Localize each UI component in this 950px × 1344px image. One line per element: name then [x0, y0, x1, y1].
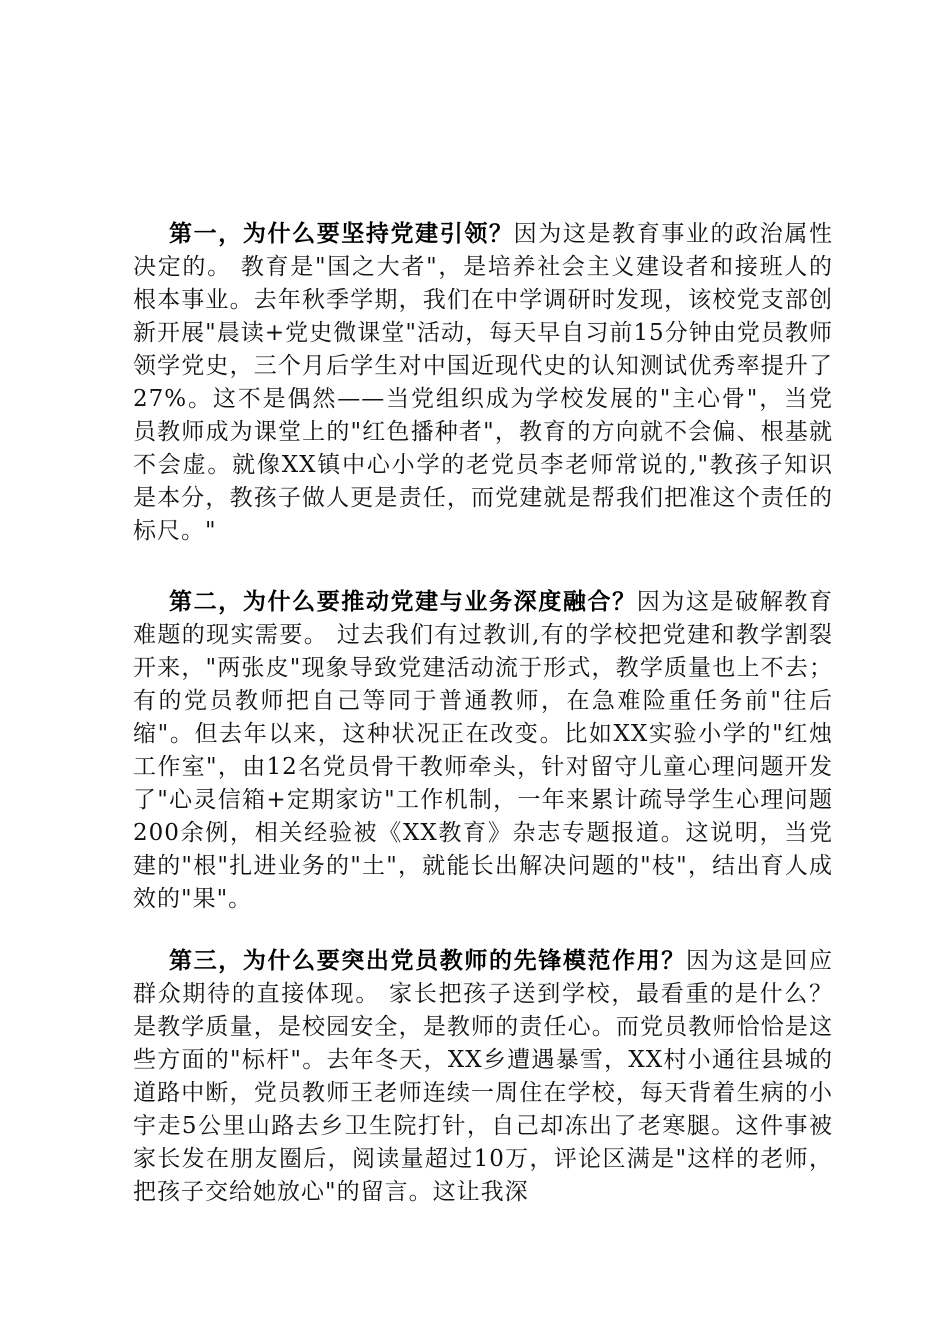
paragraph-1-heading: 第一，为什么要坚持党建引领？ [169, 221, 514, 247]
paragraph-2 [133, 586, 833, 916]
paragraph-1-text: 因为这是教育事业的政治属性决定的。 教育是"国之大者"，是培养社会主义建设者和接班人的根本事业。去年秋季学期，我们在中学调研时发现，该校党支部创新开展"晨读+党史微课堂"活动，每天早自习前15分钟由党员教师领学党史，三个月后学生对中国近现代史的认知测试优秀率提升了27%。这不是偶然——当党组织成为学校发展的"主心骨"，当党员教师成为课堂上的"红色播种者"，教育的方向就不会偏、根基就不会虚。就像XX镇中心小学的老党员李老师常说的,"教孩子知识是本分，教孩子做人更是责任，而党建就是帮我们把准这个责任的标尺。" [133, 221, 834, 544]
paragraph-2-heading: 第二，为什么要推动党建与业务深度融合？ [169, 589, 637, 615]
paragraph-3 [133, 945, 833, 1209]
paragraph-2-text: 因为这是破解教育难题的现实需要。 过去我们有过教训,有的学校把党建和教学割裂开来，"两张皮"现象导致党建活动流于形式，教学质量也上不去；有的党员教师把自己等同于普通教师，在急难险重任务前"往后缩"。但去年以来，这种状况正在改变。比如XX实验小学的"红烛工作室"，由12名党员骨干教师牵头，针对留守儿童心理问题开发了"心灵信箱+定期家访"工作机制，一年来累计疏导学生心理问题200余例，相关经验被《XX教育》杂志专题报道。这说明，当党建的"根"扎进业务的"土"，就能长出解决问题的"枝"，结出育人成效的"果"。 [133, 589, 834, 912]
paragraph-1 [133, 218, 833, 548]
paragraph-3-heading: 第三，为什么要突出党员教师的先锋模范作用？ [169, 948, 686, 974]
paragraph-3-text: 因为这是回应群众期待的直接体现。 家长把孩子送到学校，最看重的是什么？是教学质量，是校园安全，是教师的责任心。而党员教师恰恰是这些方面的"标杆"。去年冬天，XX乡遭遇暴雪，XX村小通往县城的道路中断，党员教师王老师连续一周住在学校，每天背着生病的小宇走5公里山路去乡卫生院打针，自己却冻出了老寒腿。这件事被家长发在朋友圈后，阅读量超过10万，评论区满是"这样的老师，把孩子交给她放心"的留言。这让我深 [133, 948, 834, 1205]
